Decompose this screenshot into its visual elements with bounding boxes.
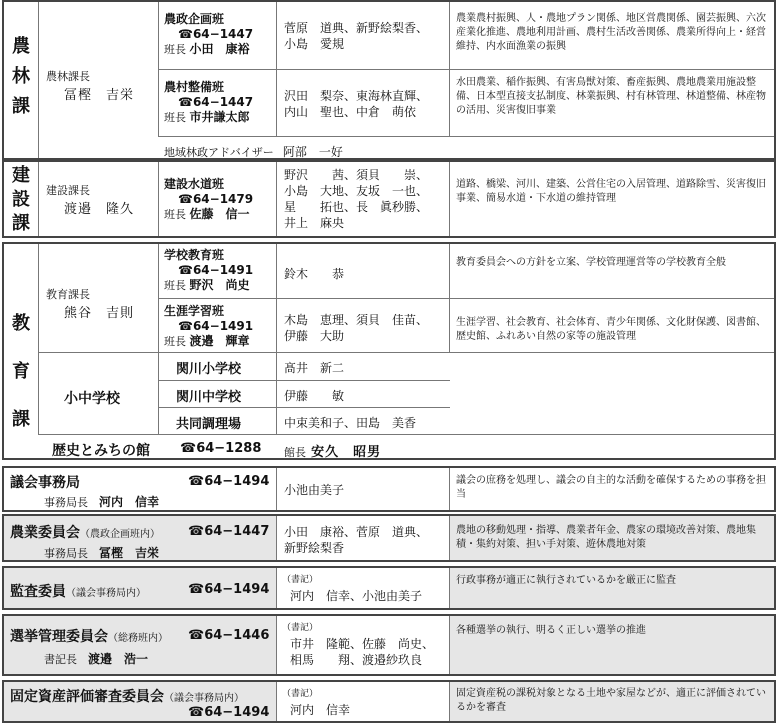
team-name: 生涯学習班 xyxy=(164,304,225,318)
leader-name: 佐藤 信一 xyxy=(189,207,250,221)
office-members-label: （書記） xyxy=(282,689,319,699)
team-tel: ☎64−1479 xyxy=(178,192,254,206)
office-tel: ☎64−1494 xyxy=(188,705,270,720)
agri-chief-name: 冨樫 吉栄 xyxy=(64,88,135,103)
advisor-label: 地域林政アドバイザー xyxy=(164,146,274,159)
agri-advisor xyxy=(164,141,343,160)
build-team xyxy=(164,177,253,222)
agri-team-1 xyxy=(164,12,253,57)
build-chief-name: 渡邉 隆久 xyxy=(64,202,135,217)
agri-chief xyxy=(46,68,134,103)
advisor-name: 阿部 一好 xyxy=(282,145,343,159)
office-sub: 事務局長 河内 信幸 xyxy=(44,495,160,509)
leader-name: 市井謙太郎 xyxy=(189,110,250,124)
school-3-staff: 中束美和子、田島 美香 xyxy=(284,416,417,430)
agri-section xyxy=(2,0,776,160)
office-members: 小田 康裕、菅原 道典、 新野絵梨香 xyxy=(284,525,429,555)
edu-team-1 xyxy=(164,248,253,293)
leader-title: 班長 xyxy=(164,335,186,348)
leader-title: 班長 xyxy=(164,208,186,221)
leader-title: 班長 xyxy=(164,279,186,292)
agri-team-1-duties: 農業農村振興、人・農地プラン関係、地区営農関係、園芸振興、六次産業化推進、農地利用計画、農村生活改善関係、農業所得向上・経営維持、内水面漁業の振興 xyxy=(456,13,766,52)
office-title: 固定資産評価審査委員会（議会事務局内） xyxy=(10,689,244,705)
office-sub: 事務局長 冨樫 吉栄 xyxy=(44,546,160,560)
build-dept-label: 建 設 課 xyxy=(12,165,30,234)
edu-team-2-members: 木島 恵理、須貝 佳苗、 伊藤 大助 xyxy=(284,313,429,343)
team-tel: ☎64−1491 xyxy=(178,263,254,277)
office-tel: ☎64−1447 xyxy=(188,524,270,539)
office-title: 議会事務局 xyxy=(10,475,80,491)
leader-name: 小田 康裕 xyxy=(189,42,250,56)
edu-chief-name: 熊谷 吉則 xyxy=(64,306,135,321)
office-gikai xyxy=(2,466,776,512)
office-tel: ☎64−1494 xyxy=(188,582,270,597)
team-tel: ☎64−1447 xyxy=(178,95,254,109)
agri-chief-title: 農林課長 xyxy=(46,70,90,83)
office-duties: 議会の庶務を処理し、議会の自主的な活動を確保するための事務を担当 xyxy=(456,475,766,500)
school-2-staff: 伊藤 敏 xyxy=(284,389,345,403)
edu-chief-title: 教育課長 xyxy=(46,288,90,301)
office-kotei xyxy=(2,680,776,723)
agri-team-1-members: 菅原 道典、新野絵梨香、 小島 愛規 xyxy=(284,21,429,51)
office-tel: ☎64−1446 xyxy=(188,628,270,643)
edu-dept-label: 教 育 課 xyxy=(12,313,30,430)
office-duties: 固定資産税の課税対象となる土地や家屋などが、適正に評価されているかを審査 xyxy=(456,688,766,713)
leader-title: 班長 xyxy=(164,111,186,124)
office-members: 河内 信幸 xyxy=(290,703,351,717)
edu-team-1-duties: 教育委員会への方針を立案、学校管理運営等の学校教育全般 xyxy=(456,257,726,268)
office-duties: 農地の移動処理・指導、農業者年金、農家の環境改善対策、農地集積・集約対策、担い手対策、遊休農地対策 xyxy=(456,525,756,550)
build-members: 野沢 茜、須貝 崇、 小島 大地、友坂 一也、 星 拓也、長 眞秒勝、 井上 麻央 xyxy=(284,168,429,230)
office-members: 市井 隆範、佐藤 尚史、 相馬 翔、渡邉紗玖良 xyxy=(290,637,435,667)
team-name: 学校教育班 xyxy=(164,248,225,262)
office-duties: 行政事務が適正に執行されているかを厳正に監査 xyxy=(456,575,676,586)
office-title: 監査委員（議会事務局内） xyxy=(10,584,146,600)
agri-team-2-duties: 水田農業、稲作振興、有害鳥獣対策、畜産振興、農地農業用施設整備、日本型直接支払制度、林業振興、村有林管理、林道整備、林産物の活用、災害復旧事業 xyxy=(456,77,766,116)
office-members-label: （書記） xyxy=(282,575,319,585)
museum-chief: 館長 安久 昭男 xyxy=(284,445,382,460)
edu-team-2 xyxy=(164,304,253,349)
build-section xyxy=(2,160,776,238)
edu-team-2-duties: 生涯学習、社会教育、社会体育、青少年関係、文化財保護、図書館、歴史館、ふれあい自然の家等の施設管理 xyxy=(456,317,766,342)
office-tel: ☎64−1494 xyxy=(188,474,270,489)
agri-team-2-members: 沢田 梨奈、東海林直輝、 内山 聖也、中倉 萌依 xyxy=(284,89,429,119)
edu-team-1-members: 鈴木 恭 xyxy=(284,267,345,281)
school-group-label: 小中学校 xyxy=(64,391,120,407)
museum-tel: ☎64−1288 xyxy=(180,441,262,456)
school-1-name: 関川小学校 xyxy=(176,362,242,377)
office-title: 選挙管理委員会（総務班内） xyxy=(10,629,168,645)
office-senkyo xyxy=(2,614,776,676)
museum-name: 歴史とみちの館 xyxy=(52,443,150,459)
office-members-label: （書記） xyxy=(282,623,319,633)
team-name: 農政企画班 xyxy=(164,12,225,26)
school-1-staff: 髙井 新二 xyxy=(284,361,345,375)
office-members: 小池由美子 xyxy=(284,483,345,497)
office-nogyo xyxy=(2,514,776,562)
leader-name: 渡邉 輝章 xyxy=(189,334,250,348)
office-sub: 書記長 渡邉 浩一 xyxy=(44,652,149,666)
office-kansa xyxy=(2,566,776,610)
agri-team-2 xyxy=(164,80,253,125)
team-tel: ☎64−1491 xyxy=(178,319,254,333)
team-name: 農村整備班 xyxy=(164,80,225,94)
edu-section xyxy=(2,242,776,460)
team-tel: ☎64−1447 xyxy=(178,27,254,41)
office-duties: 各種選挙の執行、明るく正しい選挙の推進 xyxy=(456,625,646,636)
agri-dept-label: 農 林 課 xyxy=(12,36,30,117)
office-title: 農業委員会（農政企画班内） xyxy=(10,525,160,541)
team-name: 建設水道班 xyxy=(164,177,225,191)
build-duties: 道路、橋梁、河川、建築、公営住宅の入居管理、道路除雪、災害復旧事業、簡易水道・下水道の維持管理 xyxy=(456,179,766,204)
school-3-name: 共同調理場 xyxy=(176,417,242,432)
build-chief-title: 建設課長 xyxy=(46,184,90,197)
office-members: 河内 信幸、小池由美子 xyxy=(290,589,423,603)
school-2-name: 関川中学校 xyxy=(176,390,242,405)
build-chief xyxy=(46,182,134,217)
leader-name: 野沢 尚史 xyxy=(189,278,250,292)
leader-title: 班長 xyxy=(164,43,186,56)
edu-chief xyxy=(46,286,134,321)
